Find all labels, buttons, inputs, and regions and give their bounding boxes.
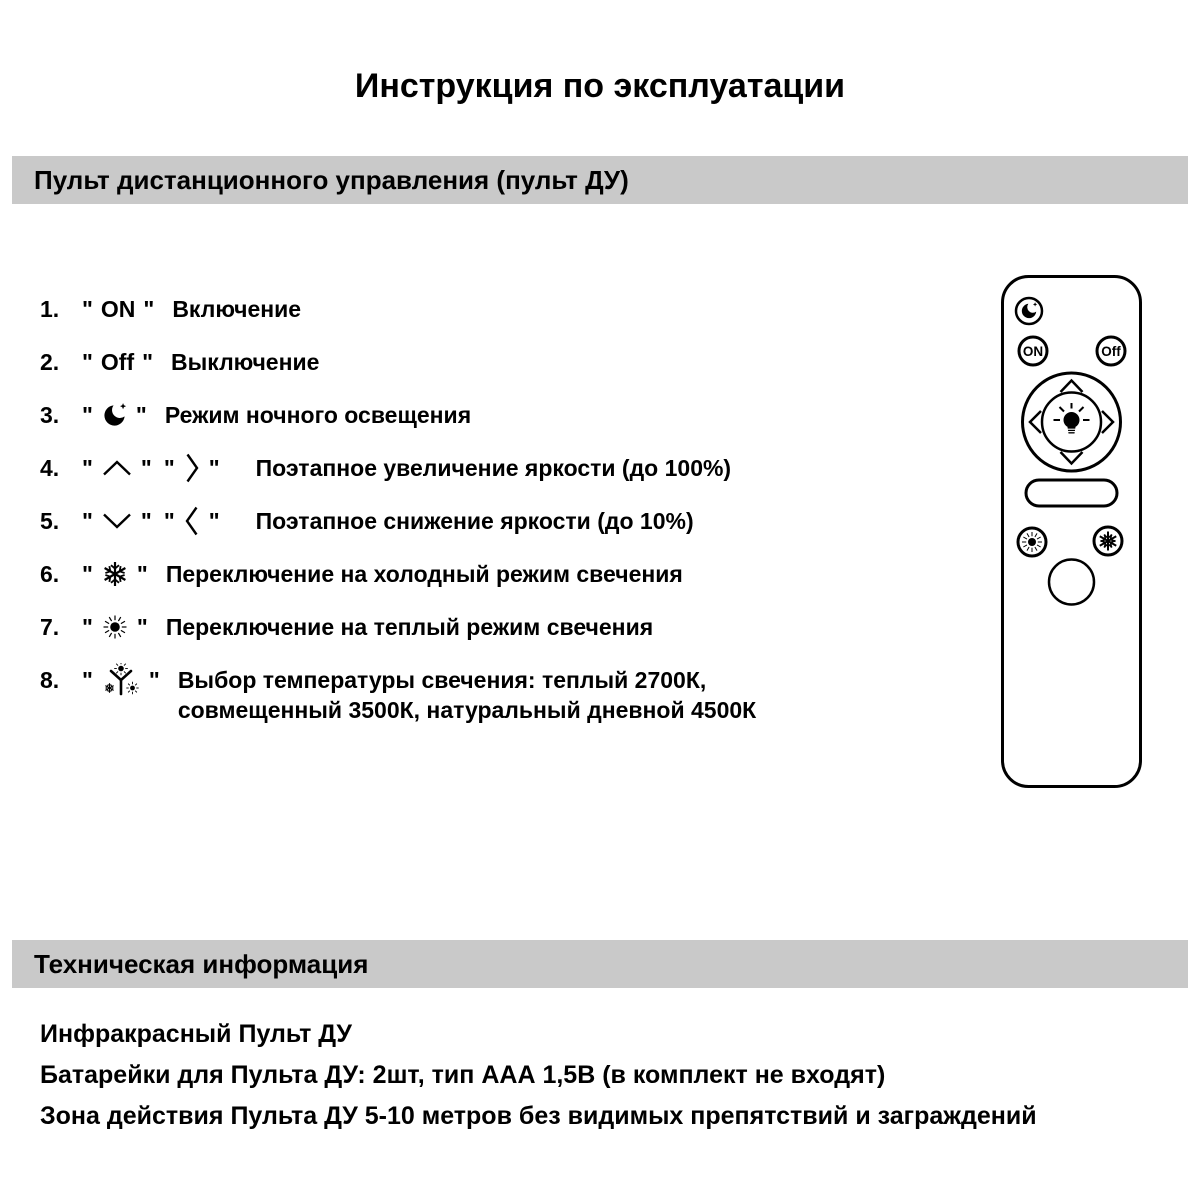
quote-mark: " — [136, 614, 148, 640]
quote-mark: " — [82, 508, 93, 534]
button-label: ON — [100, 296, 136, 322]
instruction-item — [40, 612, 970, 642]
page-title: Инструкция по эксплуатации — [354, 67, 846, 105]
item-number: 2. — [40, 349, 60, 375]
quote-mark: " — [148, 667, 160, 693]
temp-select-icon — [101, 665, 141, 695]
tech-info — [40, 1020, 1160, 1143]
quote-mark: " — [82, 667, 93, 693]
quote-mark: " — [82, 614, 93, 640]
tech-line: Инфракрасный Пульт ДУ — [40, 1020, 352, 1048]
item-description: Выбор температуры свечения: теплый 2700К, совмещенный 3500К, натуральный дневной 4500К — [177, 667, 757, 723]
quote-mark: " — [82, 561, 93, 587]
section-heading-remote: Пульт дистанционного управления (пульт ДУ) — [12, 156, 1188, 204]
instruction-item — [40, 665, 970, 725]
item-description: Поэтапное снижение яркости (до 10%) — [255, 508, 694, 534]
tech-line: Зона действия Пульта ДУ 5-10 метров без видимых препятствий и заграждений — [40, 1102, 1037, 1130]
moon-icon — [101, 400, 128, 430]
quote-mark: " — [208, 508, 220, 534]
section-heading-tech: Техническая информация — [12, 940, 1188, 988]
quote-mark: " — [82, 349, 93, 375]
night-mode-button — [1016, 298, 1042, 324]
instruction-item — [40, 294, 970, 324]
quote-mark: " — [142, 349, 154, 375]
item-number: 1. — [40, 296, 60, 322]
item-number: 8. — [40, 667, 60, 693]
remote-control-drawing — [1001, 275, 1142, 788]
item-number: 6. — [40, 561, 60, 587]
snowflake-icon — [101, 559, 129, 589]
item-number: 3. — [40, 402, 60, 428]
quote-mark: " — [143, 296, 155, 322]
item-description: Выключение — [171, 349, 320, 375]
button-label: Off — [100, 349, 135, 375]
item-description: Переключение на теплый режим свечения — [165, 614, 654, 640]
item-description: Режим ночного освещения — [164, 402, 472, 428]
quote-mark: " — [208, 455, 220, 481]
chevron-right-icon — [183, 453, 201, 483]
item-description: Включение — [172, 296, 302, 322]
quote-mark: " — [82, 455, 93, 481]
quote-mark: " — [82, 402, 93, 428]
quote-mark: " — [163, 508, 175, 534]
chevron-down-icon — [101, 506, 133, 536]
instruction-item — [40, 559, 970, 589]
item-number: 7. — [40, 614, 60, 640]
off-button-label: Off — [1101, 344, 1121, 359]
item-number: 5. — [40, 508, 60, 534]
instruction-list — [40, 294, 970, 748]
item-number: 4. — [40, 455, 60, 481]
quote-mark: " — [82, 296, 93, 322]
instruction-item — [40, 347, 970, 377]
chevron-up-icon — [101, 453, 133, 483]
scene-button — [1026, 480, 1117, 506]
on-button-label: ON — [1022, 344, 1044, 359]
round-button — [1049, 560, 1094, 605]
chevron-left-icon — [183, 506, 201, 536]
instruction-item — [40, 506, 970, 536]
quote-mark: " — [140, 455, 152, 481]
quote-mark: " — [163, 455, 175, 481]
quote-mark: " — [136, 561, 148, 587]
instruction-item — [40, 400, 970, 430]
item-description: Переключение на холодный режим свечения — [165, 561, 683, 587]
quote-mark: " — [140, 508, 152, 534]
item-description: Поэтапное увеличение яркости (до 100%) — [255, 455, 732, 481]
sun-icon — [101, 612, 129, 642]
quote-mark: " — [135, 402, 147, 428]
instruction-item — [40, 453, 970, 483]
tech-line: Батарейки для Пульта ДУ: 2шт, тип ААА 1,5В (в комплект не входят) — [40, 1061, 886, 1089]
